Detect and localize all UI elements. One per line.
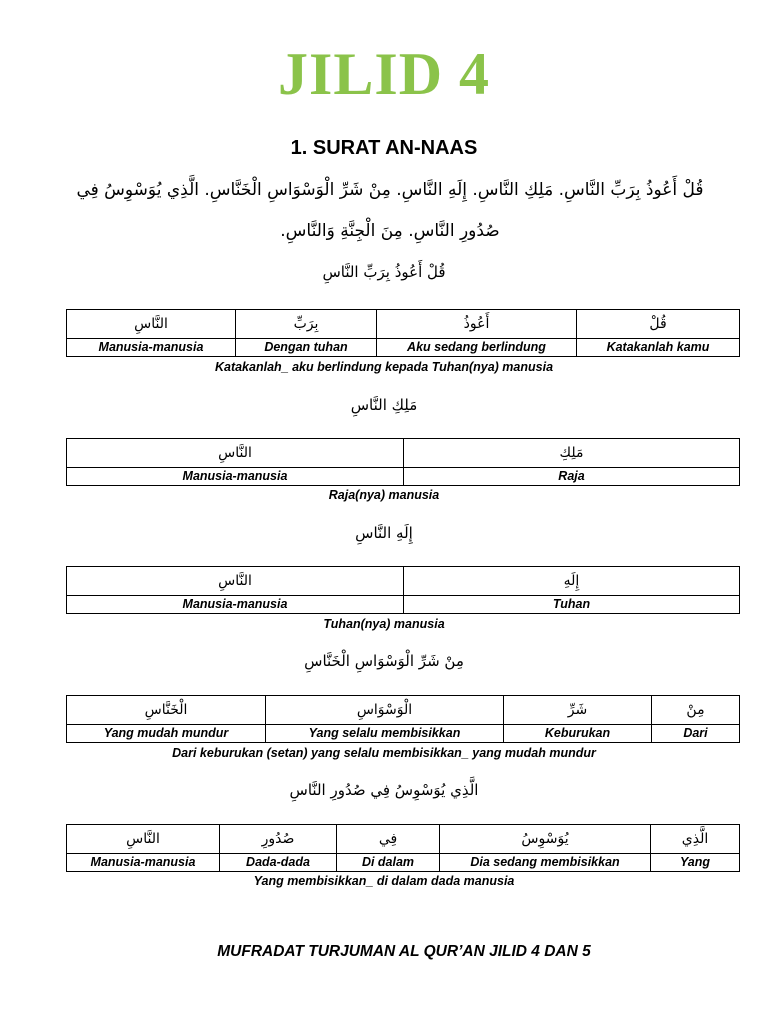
translation-cell: Dari — [652, 725, 740, 743]
arabic-word-cell: الْوَسْوَاسِ — [266, 696, 504, 725]
arabic-word-row — [67, 439, 740, 468]
arabic-word-cell: مَلِكِ — [404, 439, 740, 468]
arabic-word-cell: أَعُوذُ — [377, 310, 577, 339]
verse-3-word-table — [66, 566, 740, 614]
verse-2-word-table — [66, 438, 740, 486]
arabic-word-cell: مِنْ — [652, 696, 740, 725]
verse-2-meaning: Raja(nya) manusia — [328, 488, 440, 502]
surah-title: 1. SURAT AN-NAAS — [290, 137, 478, 159]
verse-1-arabic: قُلْ أَعُوذُ بِرَبِّ النَّاسِ — [322, 263, 446, 281]
translation-cell: Manusia-manusia — [67, 854, 220, 872]
page-footer: MUFRADAT TURJUMAN AL QUR’AN JILID 4 DAN 5 — [217, 943, 591, 960]
book-title: JILID 4 — [277, 41, 491, 107]
verse-5-arabic: الَّذِي يُوَسْوِسُ فِي صُدُورِ النَّاسِ — [289, 781, 479, 799]
arabic-word-cell: شَرِّ — [504, 696, 652, 725]
verse-4-arabic: مِنْ شَرِّ الْوَسْوَاسِ الْخَنَّاسِ — [304, 652, 464, 670]
verse-2-arabic: مَلِكِ النَّاسِ — [350, 396, 418, 414]
arabic-word-cell: الْخَنَّاسِ — [67, 696, 266, 725]
translation-cell: Tuhan — [404, 596, 740, 614]
translation-cell: Katakanlah kamu — [577, 339, 740, 357]
translation-cell: Yang — [651, 854, 740, 872]
arabic-word-cell: بِرَبِّ — [236, 310, 377, 339]
arabic-word-row — [67, 696, 740, 725]
arabic-word-cell: النَّاسِ — [67, 439, 404, 468]
translation-cell: Manusia-manusia — [67, 339, 236, 357]
translation-row — [67, 339, 740, 357]
arabic-word-cell: فِي — [337, 825, 440, 854]
translation-cell: Dia sedang membisikkan — [440, 854, 651, 872]
verse-1-meaning: Katakanlah_ aku berlindung kepada Tuhan(nya) manusia — [214, 360, 554, 374]
verse-4-meaning: Dari keburukan (setan) yang selalu membisikkan_ yang mudah mundur — [172, 746, 596, 760]
translation-cell: Dengan tuhan — [236, 339, 377, 357]
verse-1-word-table — [66, 309, 740, 357]
translation-cell: Keburukan — [504, 725, 652, 743]
arabic-word-cell: يُوَسْوِسُ — [440, 825, 651, 854]
translation-cell: Dada-dada — [220, 854, 337, 872]
verse-4-word-table — [66, 695, 740, 743]
arabic-word-cell: الَّذِي — [651, 825, 740, 854]
translation-cell: Yang mudah mundur — [67, 725, 266, 743]
surah-full-text: قُلْ أَعُوذُ بِرَبِّ النَّاسِ. مَلِكِ النَّاسِ. إِلَهِ النَّاسِ. مِنْ شَرِّ الْوَسْوَاسِ الْخَنَّاسِ. الَّذِي يُوَسْوِسُ فِي صُدُورِ النَّاسِ. مِنَ الْجِنَّةِ وَالنَّاسِ. — [76, 180, 704, 241]
arabic-word-row — [67, 567, 740, 596]
verse-5-meaning: Yang membisikkan_ di dalam dada manusia — [253, 874, 515, 888]
translation-cell: Di dalam — [337, 854, 440, 872]
arabic-word-cell: إِلَهِ — [404, 567, 740, 596]
translation-row — [67, 596, 740, 614]
arabic-word-cell: صُدُورِ — [220, 825, 337, 854]
translation-cell: Raja — [404, 468, 740, 486]
translation-row — [67, 468, 740, 486]
arabic-word-row — [67, 825, 740, 854]
translation-cell: Aku sedang berlindung — [377, 339, 577, 357]
arabic-word-cell: قُلْ — [577, 310, 740, 339]
translation-cell: Yang selalu membisikkan — [266, 725, 504, 743]
arabic-word-row — [67, 310, 740, 339]
arabic-word-cell: النَّاسِ — [67, 825, 220, 854]
translation-cell: Manusia-manusia — [67, 596, 404, 614]
verse-3-meaning: Tuhan(nya) manusia — [323, 617, 445, 631]
verse-3-arabic: إِلَهِ النَّاسِ — [355, 524, 413, 542]
arabic-word-cell: النَّاسِ — [67, 567, 404, 596]
arabic-word-cell: النَّاسِ — [67, 310, 236, 339]
translation-row — [67, 725, 740, 743]
verse-5-word-table — [66, 824, 740, 872]
translation-cell: Manusia-manusia — [67, 468, 404, 486]
translation-row — [67, 854, 740, 872]
